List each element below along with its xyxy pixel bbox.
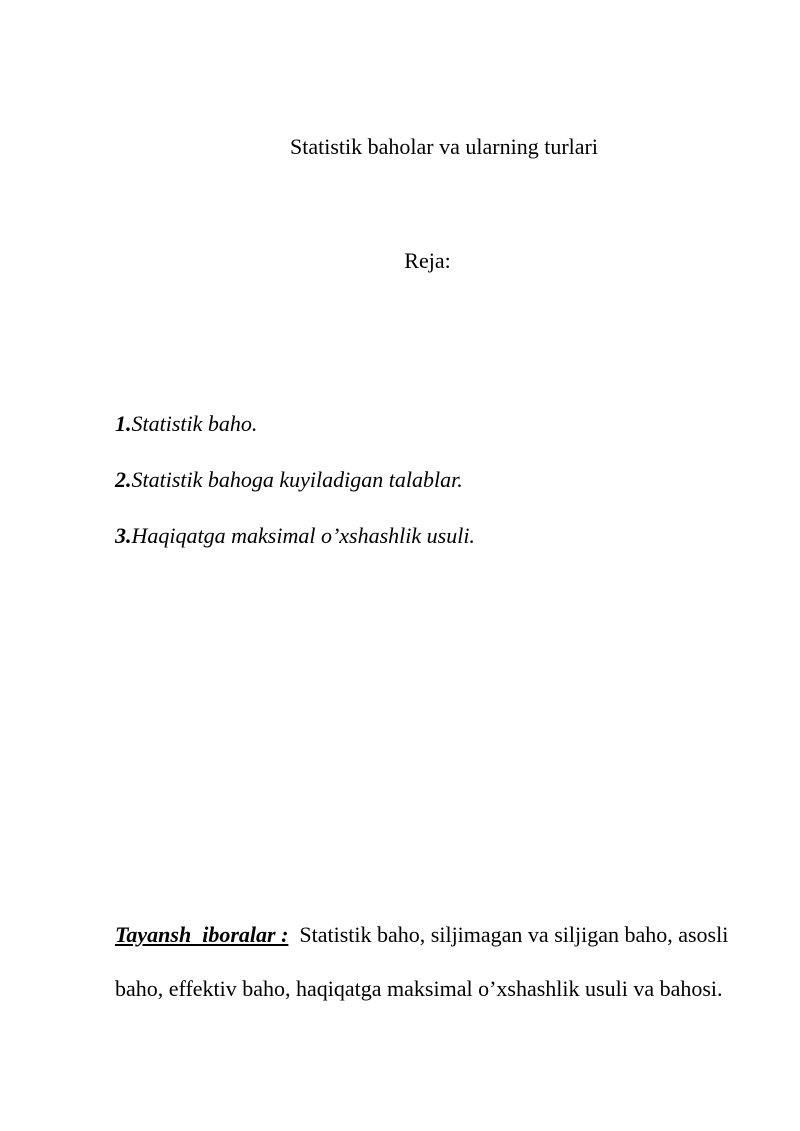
plan-list	[115, 409, 475, 577]
plan-item	[115, 409, 475, 465]
plan-item-number: 1.	[115, 411, 132, 436]
plan-item-number: 2.	[115, 467, 132, 492]
keywords-text: Statistik baho, siljimagan va siljigan baho, asosli baho, effektiv baho, haqiqatga maksimal o’xshashlik usuli va bahosi.	[115, 922, 729, 1001]
page-title: Statistik baholar va ularning turlari	[290, 134, 598, 159]
plan-item-number: 3.	[115, 523, 132, 548]
keywords-paragraph	[115, 908, 755, 1016]
plan-heading: Reja:	[404, 248, 451, 273]
plan-item	[115, 465, 475, 521]
plan-item-text: Statistik baho.	[131, 411, 258, 436]
plan-item-text: Haqiqatga maksimal o’xshashlik usuli.	[131, 523, 475, 548]
plan-item	[115, 521, 475, 577]
keywords-label: Tayansh iboralar :	[115, 922, 289, 947]
plan-item-text: Statistik bahoga kuyiladigan talablar.	[131, 467, 463, 492]
